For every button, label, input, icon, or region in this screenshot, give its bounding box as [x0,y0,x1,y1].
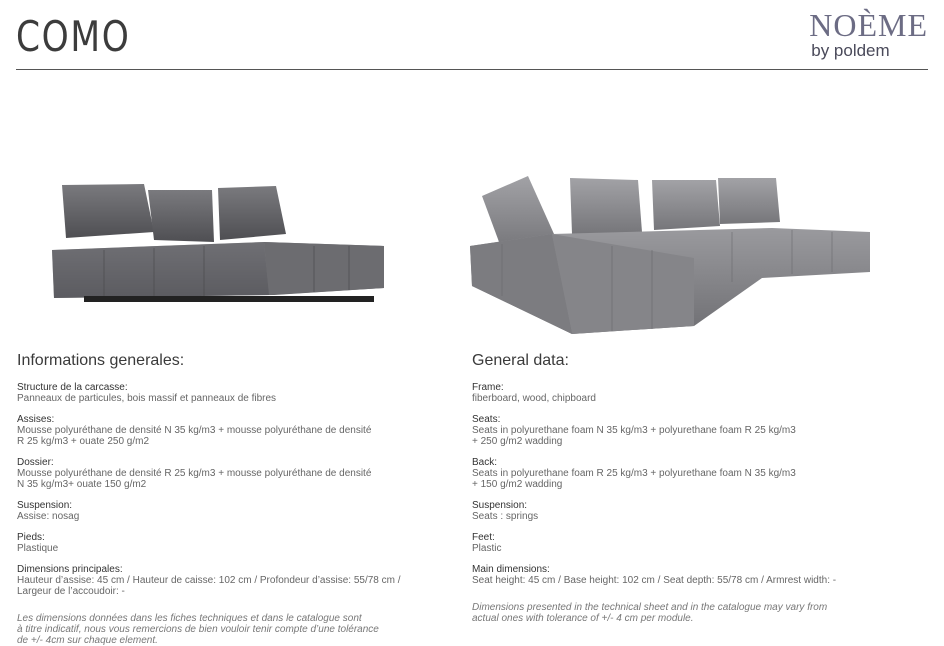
spec-label: Main dimensions: [472,564,550,575]
spec-label: Feet: [472,532,495,543]
brand-name: NOÈME [809,7,928,43]
spec-value: Seats in polyurethane foam N 35 kg/m3 + polyurethane foam R 25 kg/m3 + 250 g/m2 wadding [472,425,796,447]
french-specs [17,352,437,646]
english-heading: General data: [472,352,569,369]
tolerance-note: Dimensions presented in the technical sheet and in the catalogue may vary from actual ones with tolerance of +/- 4 cm per module. [472,602,828,624]
spec-value: Mousse polyuréthane de densité N 35 kg/m3 + mousse polyuréthane de densité R 25 kg/m3 + ouate 250 g/m2 [17,425,372,447]
sofa-image-left [44,170,390,310]
spec-block [17,532,437,554]
spec-label: Dimensions principales: [17,564,123,575]
spec-value: Assise: nosag [17,511,80,522]
spec-value: Seat height: 45 cm / Base height: 102 cm / Seat depth: 55/78 cm / Armrest width: - [472,575,837,586]
brand-subtitle: by poldem [811,41,890,60]
spec-label: Structure de la carcasse: [17,382,128,393]
spec-value: fiberboard, wood, chipboard [472,393,596,404]
english-specs [472,352,892,624]
spec-block [472,500,892,522]
header-divider [16,69,928,70]
page-title: COMO [16,12,131,61]
spec-value: Plastique [17,543,59,554]
spec-value: Seats in polyurethane foam R 25 kg/m3 + polyurethane foam N 35 kg/m3 + 150 g/m2 wadding [472,468,796,490]
spec-label: Pieds: [17,532,45,543]
spec-block [472,414,892,447]
spec-block [472,382,892,404]
sofa-image-right [462,166,874,334]
spec-block [472,532,892,554]
spec-value: Plastic [472,543,502,554]
spec-block [472,457,892,490]
spec-label: Assises: [17,414,55,425]
spec-block [17,457,437,490]
spec-block [17,500,437,522]
spec-block [17,382,437,404]
spec-label: Back: [472,457,498,468]
spec-label: Suspension: [472,500,528,511]
spec-value: Seats : springs [472,511,539,522]
brand-logo [809,8,928,60]
spec-value: Panneaux de particules, bois massif et panneaux de fibres [17,393,277,404]
spec-label: Suspension: [17,500,73,511]
tolerance-note: Les dimensions données dans les fiches techniques et dans le catalogue sont à titre indicatif, nous vous remercions de bien vouloir tenir compte d’une tolérance de +/- 4cm sur chaque element. [17,613,379,646]
spec-block [472,564,892,586]
french-heading: Informations generales: [17,352,185,369]
spec-block [17,414,437,447]
spec-value: Mousse polyuréthane de densité R 25 kg/m3 + mousse polyuréthane de densité N 35 kg/m3+ ouate 150 g/m2 [17,468,372,490]
spec-label: Dossier: [17,457,54,468]
spec-label: Seats: [472,414,501,425]
spec-label: Frame: [472,382,504,393]
spec-value: Hauteur d’assise: 45 cm / Hauteur de caisse: 102 cm / Profondeur d’assise: 55/78 cm / Largeur de l’accoudoir: - [17,575,401,597]
spec-block [17,564,437,597]
